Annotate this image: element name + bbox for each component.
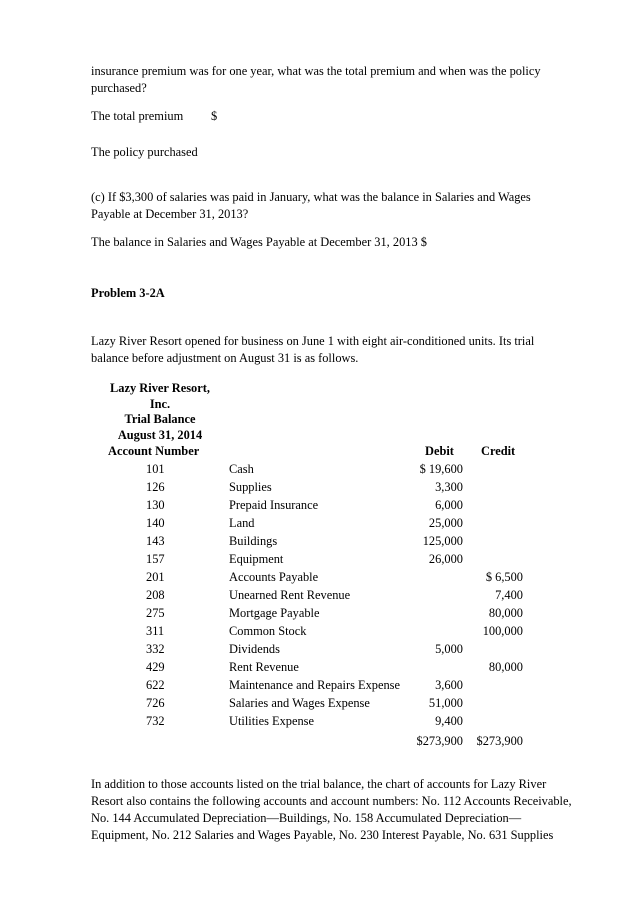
account-number: 726 — [146, 696, 165, 710]
problem-desc-line-1: Lazy River Resort opened for business on June 1 with eight air-conditioned units. Its trial — [91, 334, 535, 348]
account-name: Salaries and Wages Expense — [229, 696, 370, 710]
account-number: 208 — [146, 588, 165, 602]
account-number: 143 — [146, 534, 165, 548]
account-name: Land — [229, 516, 255, 530]
intro-line-1: insurance premium was for one year, what was the total premium and when was the policy — [91, 64, 541, 78]
company-name-line-2: Inc. — [149, 396, 171, 411]
account-number: 332 — [146, 642, 165, 656]
table-row — [0, 586, 638, 604]
statement-date: August 31, 2014 — [117, 427, 203, 442]
credit-amount: 80,000 — [488, 660, 523, 674]
debit-amount: 26,000 — [428, 552, 463, 566]
intro-question — [91, 63, 581, 97]
table-row — [0, 514, 638, 532]
problem-heading: Problem 3-2A — [91, 286, 165, 300]
debit-amount: $ 19,600 — [419, 462, 463, 476]
footer-line-1: In addition to those accounts listed on the trial balance, the chart of accounts for Lazy River — [91, 777, 547, 791]
account-number: 201 — [146, 570, 165, 584]
company-name-line-1: Lazy River Resort, — [110, 381, 210, 395]
footer-line-3: No. 144 Accumulated Depreciation—Buildings, No. 158 Accumulated Depreciation— — [91, 811, 522, 825]
table-row — [0, 712, 638, 730]
table-row — [0, 550, 638, 568]
account-number: 311 — [146, 624, 165, 638]
account-name: Equipment — [229, 552, 284, 566]
account-name: Cash — [229, 462, 254, 476]
account-number: 157 — [146, 552, 165, 566]
total-premium-label: The total premium — [91, 109, 184, 123]
total-debit: $273,900 — [416, 734, 463, 748]
footer-line-2: Resort also contains the following accounts and account numbers: No. 112 Accounts Receivable, — [91, 794, 572, 808]
table-row — [0, 694, 638, 712]
credit-amount: 7,400 — [495, 588, 523, 602]
table-row — [0, 568, 638, 586]
account-name: Supplies — [229, 480, 272, 494]
intro-line-2: purchased? — [91, 81, 147, 95]
account-name: Prepaid Insurance — [229, 498, 319, 512]
debit-amount: 125,000 — [422, 534, 463, 548]
problem-desc-line-2: balance before adjustment on August 31 is as follows. — [91, 351, 359, 365]
total-premium-line — [91, 108, 581, 125]
part-c-answer: The balance in Salaries and Wages Payable at December 31, 2013 $ — [91, 235, 427, 249]
credit-amount: $ 6,500 — [485, 570, 523, 584]
credit-amount: 100,000 — [482, 624, 523, 638]
table-row — [0, 676, 638, 694]
account-number: 140 — [146, 516, 165, 530]
credit-amount: 80,000 — [488, 606, 523, 620]
footer-line-4: Equipment, No. 212 Salaries and Wages Payable, No. 230 Interest Payable, No. 631 Supplies — [91, 828, 554, 842]
account-name: Buildings — [229, 534, 278, 548]
col-header-credit: Credit — [481, 444, 516, 458]
account-number: 275 — [146, 606, 165, 620]
policy-purchased-label: The policy purchased — [91, 145, 198, 159]
table-row — [0, 604, 638, 622]
debit-amount: 5,000 — [435, 642, 463, 656]
account-number: 429 — [146, 660, 165, 674]
debit-amount: 25,000 — [428, 516, 463, 530]
part-c-line-1: (c) If $3,300 of salaries was paid in January, what was the balance in Salaries and Wages — [91, 190, 531, 204]
table-row — [0, 640, 638, 658]
debit-amount: 3,300 — [435, 480, 463, 494]
trial-balance-total-row — [0, 732, 638, 750]
table-row — [0, 532, 638, 550]
part-c-line-2: Payable at December 31, 2013? — [91, 207, 249, 221]
account-name: Unearned Rent Revenue — [229, 588, 351, 602]
account-name: Maintenance and Repairs Expense — [229, 678, 400, 692]
footer-paragraph — [91, 776, 601, 844]
account-number: 130 — [146, 498, 165, 512]
debit-amount: 6,000 — [435, 498, 463, 512]
table-row — [0, 496, 638, 514]
account-number: 732 — [146, 714, 165, 728]
account-name: Rent Revenue — [229, 660, 299, 674]
statement-name: Trial Balance — [124, 412, 196, 426]
account-name: Accounts Payable — [229, 570, 319, 584]
total-credit: $273,900 — [476, 734, 523, 748]
account-name: Common Stock — [229, 624, 307, 638]
account-number: 101 — [146, 462, 165, 476]
total-premium-symbol: $ — [211, 109, 218, 123]
table-row — [0, 460, 638, 478]
debit-amount: 3,600 — [435, 678, 463, 692]
account-name: Mortgage Payable — [229, 606, 320, 620]
table-row — [0, 658, 638, 676]
account-number: 622 — [146, 678, 165, 692]
debit-amount: 51,000 — [428, 696, 463, 710]
problem-description — [91, 333, 581, 367]
col-header-account-number: Account Number — [108, 444, 200, 458]
account-name: Utilities Expense — [229, 714, 314, 728]
trial-balance-title — [96, 381, 224, 443]
debit-amount: 9,400 — [435, 714, 463, 728]
table-row — [0, 478, 638, 496]
table-row — [0, 622, 638, 640]
account-name: Dividends — [229, 642, 280, 656]
part-c-question — [91, 189, 581, 223]
account-number: 126 — [146, 480, 165, 494]
col-header-debit: Debit — [425, 444, 454, 458]
